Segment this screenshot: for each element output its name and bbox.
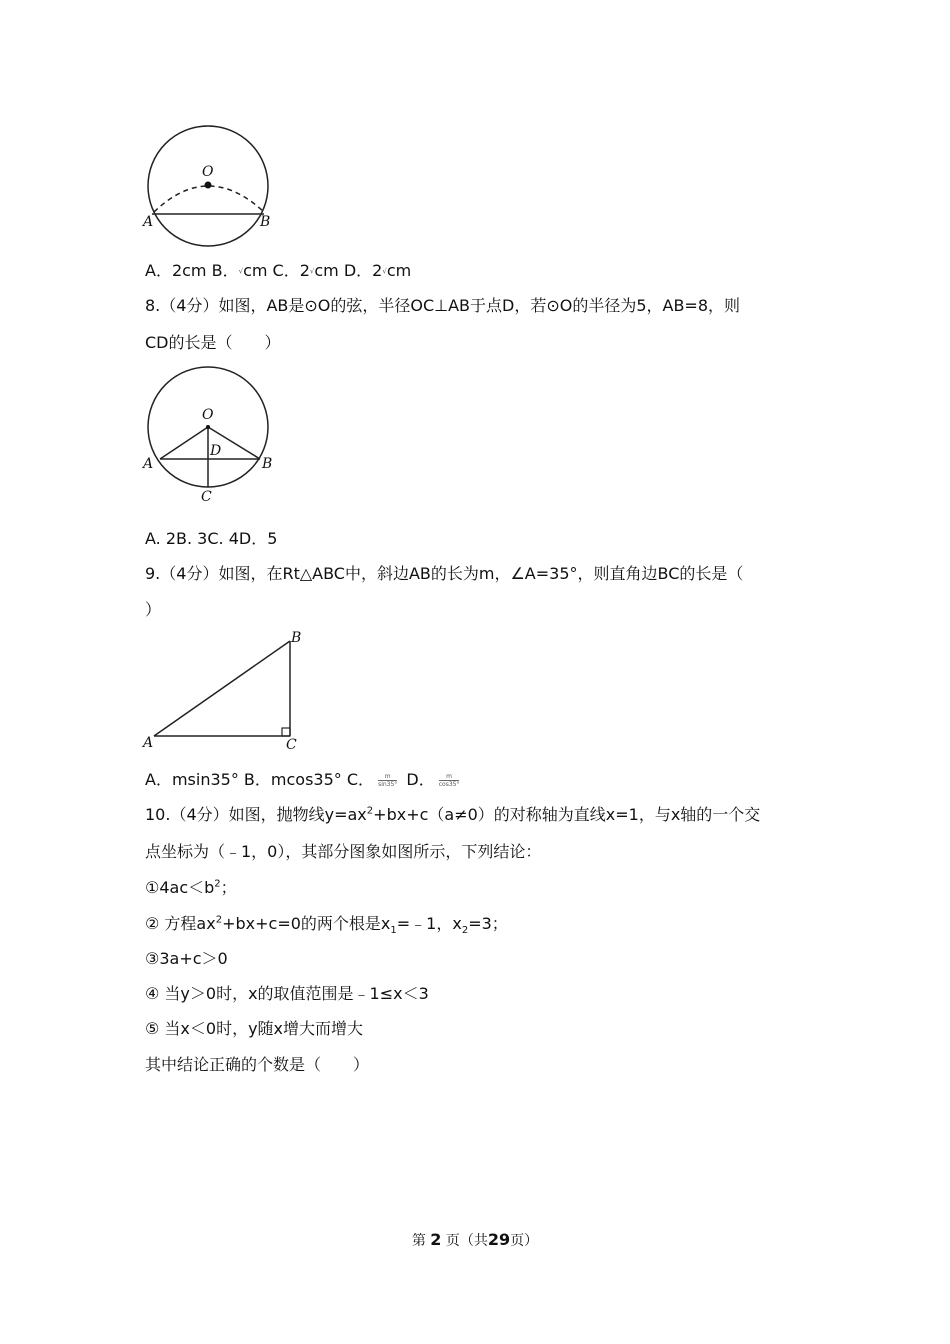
center-point-o — [205, 182, 212, 189]
q10-item-5: ⑤ 当x＜0时，y随x增大而增大 — [145, 1019, 364, 1038]
q7-option-b: B． — [211, 261, 239, 280]
sqrt-glyph: √ — [309, 267, 315, 276]
q7-option-a: A．2cm — [145, 261, 207, 280]
q9-line-1: 9.（4分）如图，在Rt△ABC中，斜边AB的长为m，∠A=35°，则直角边BC的长是（ — [145, 564, 744, 583]
label-o: O — [202, 164, 214, 180]
figure-right-triangle — [140, 625, 320, 755]
q10-item-2: ② 方程$ax^2+bx+c=0$的两个根是$x_1=﹣1$，$x_2=3$； — [145, 914, 508, 937]
current-page-number: 2 — [430, 1230, 442, 1249]
q7-options — [145, 261, 411, 282]
center-point-o — [206, 425, 210, 429]
label-a: A — [143, 735, 154, 751]
q8-line-1: 8.（4分）如图，AB是⊙O的弦，半径OC⊥AB于点D，若⊙O的半径为5，AB=8，则 — [145, 296, 741, 315]
q7-option-b-unit: cm — [243, 261, 268, 280]
q9-option-c: C． — [346, 770, 375, 789]
q10-item-3: ③3a+c＞0 — [145, 949, 228, 968]
q8-line-2: CD的长是（ ） — [145, 333, 281, 352]
q9-options — [145, 770, 463, 790]
figure-circle-arc — [140, 120, 280, 255]
figure-circle-perpendicular — [140, 360, 285, 510]
right-angle-mark — [282, 728, 290, 736]
q7-option-d-unit: cm — [386, 261, 412, 280]
q9-line-2: ） — [145, 600, 162, 619]
sqrt-glyph: √ — [382, 267, 387, 276]
total-page-number: 29 — [487, 1230, 511, 1249]
label-c: C — [201, 489, 212, 505]
label-c: C — [286, 737, 297, 753]
label-b: B — [262, 456, 273, 472]
label-d: D — [210, 443, 222, 459]
q9-option-d: D． — [406, 770, 435, 789]
label-b: B — [291, 630, 302, 646]
q9-option-b: B．mcos35° — [243, 770, 342, 789]
label-o: O — [202, 407, 214, 423]
label-a: A — [143, 456, 154, 472]
q8-options: A. 2B. 3C. 4D．5 — [145, 529, 278, 548]
q7-option-c: C．2 — [272, 261, 310, 280]
page-footer: 第 2 页（共29页） — [411, 1230, 539, 1249]
q10-line-1: 10.（4分）如图，抛物线$y=ax^2+bx+c(a\ne 0)$的对称轴为直线x=1，与x轴的一个交 — [145, 805, 761, 824]
label-b: B — [260, 214, 271, 230]
circle-arc-diagram — [140, 120, 280, 255]
label-a: A — [143, 214, 154, 230]
q7-option-d: D．2 — [343, 261, 383, 280]
q10-question: 其中结论正确的个数是（ ） — [145, 1055, 370, 1074]
circle-perpendicular-diagram — [140, 360, 285, 510]
dashed-arc — [154, 186, 264, 212]
right-triangle-diagram — [140, 625, 320, 755]
q9-option-a: A．msin35° — [145, 770, 239, 789]
sqrt-glyph: √ — [238, 267, 244, 276]
fraction-m-cos35: $\frac{m}{\cos 35^\circ}$ — [438, 773, 460, 788]
q10-item-1: $①4ac<b^2$； — [145, 878, 237, 897]
fraction-m-sin35: $\frac{m}{\sin 35^\circ}$ — [378, 773, 398, 788]
q7-option-c-unit: cm — [314, 261, 339, 280]
segment-oa — [160, 427, 208, 459]
q10-line-2: 点坐标为（﹣1，0），其部分图象如图所示，下列结论： — [145, 842, 542, 861]
q10-item-4: ④ 当y＞0时，x的取值范围是﹣1≤x＜3 — [145, 984, 429, 1003]
side-ab — [154, 641, 290, 736]
